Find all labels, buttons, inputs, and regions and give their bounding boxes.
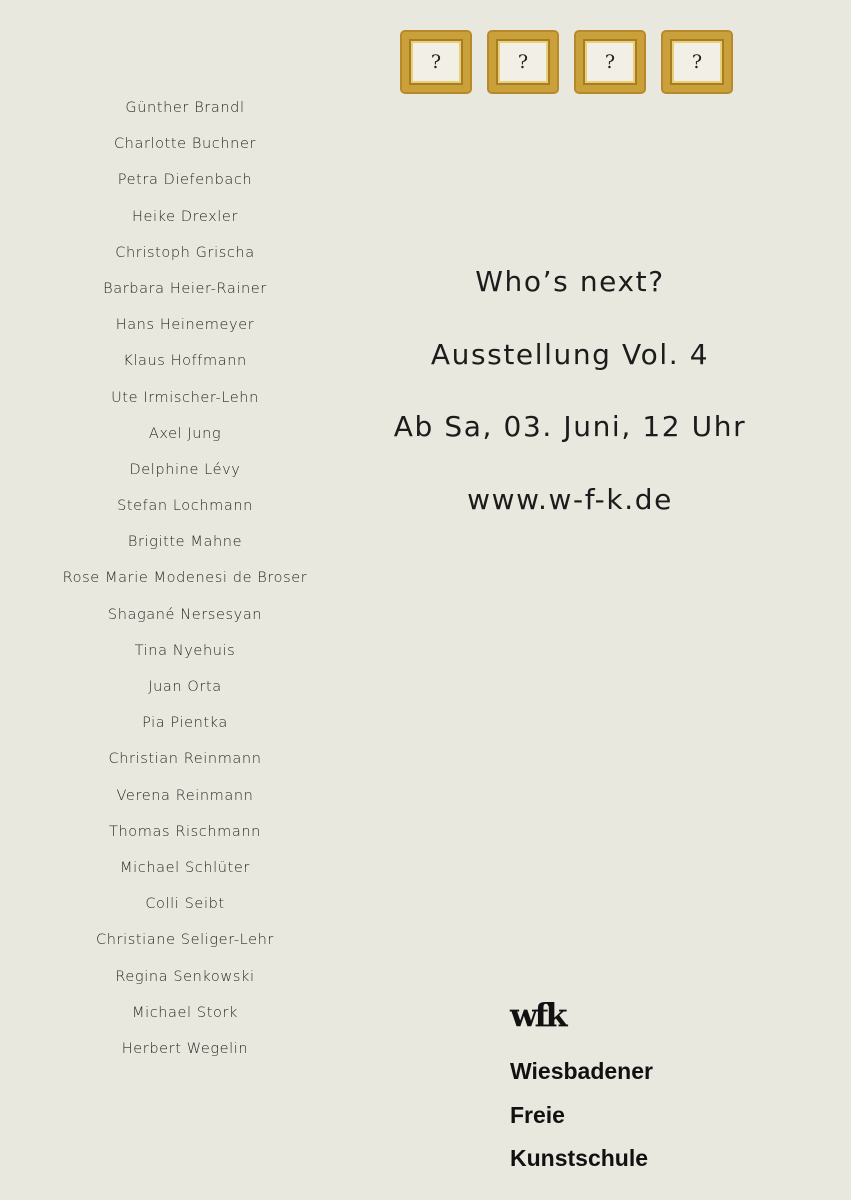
artist-name: Herbert Wegelin: [121, 1040, 249, 1057]
picture-frame: [489, 32, 557, 92]
exhibition-info: [370, 260, 770, 551]
website-link[interactable]: www.w-f-k.de: [467, 483, 673, 517]
question-mark: ?: [604, 51, 616, 73]
artist-name: Shagané Nersesyan: [107, 606, 263, 623]
artist-name: Ute Irmischer-Lehn: [111, 389, 259, 406]
exhibition-date: Ab Sa, 03. Juni, 12 Uhr: [393, 410, 747, 444]
artist-name: Barbara Heier-Rainer: [103, 280, 267, 297]
artist-name: Delphine Lévy: [129, 461, 241, 478]
organization-name: [510, 1050, 653, 1181]
exhibition-title: Ausstellung Vol. 4: [430, 337, 710, 371]
org-line: Wiesbadener: [510, 1058, 653, 1084]
wfk-logo: wfk: [510, 996, 565, 1034]
artist-name: Colli Seibt: [145, 896, 225, 913]
artist-name: Brigitte Mahne: [127, 534, 243, 551]
artist-name: Klaus Hoffmann: [123, 353, 247, 370]
picture-frames: [402, 32, 731, 92]
artist-list: [20, 98, 350, 1075]
artist-name: Charlotte Buchner: [113, 136, 257, 153]
artist-name: Hans Heinemeyer: [115, 317, 255, 334]
artist-name: Heike Drexler: [131, 208, 239, 225]
question-mark: ?: [691, 51, 703, 73]
artist-name: Verena Reinmann: [116, 787, 254, 804]
artist-name: Regina Senkowski: [115, 968, 255, 985]
picture-frame: [663, 32, 731, 92]
artist-name: Stefan Lochmann: [117, 498, 253, 515]
artist-name: Christoph Grischa: [115, 244, 255, 261]
question-mark: ?: [517, 51, 529, 73]
artist-name: Tina Nyehuis: [134, 642, 236, 659]
artist-name: Günther Brandl: [125, 100, 245, 116]
picture-frame: [402, 32, 470, 92]
artist-name: Michael Stork: [131, 1004, 239, 1021]
artist-name: Juan Orta: [148, 679, 222, 695]
artist-name: Michael Schlüter: [120, 859, 250, 876]
artist-name: Rose Marie Modenesi de Broser: [62, 570, 308, 587]
question-mark: ?: [430, 51, 442, 73]
artist-name: Petra Diefenbach: [117, 172, 253, 189]
artist-name: Christian Reinmann: [108, 751, 262, 768]
artist-name: Axel Jung: [148, 425, 222, 442]
picture-frame: [576, 32, 644, 92]
artist-name: Thomas Rischmann: [109, 823, 261, 840]
org-line: Freie: [510, 1101, 565, 1128]
headline: Who’s next?: [475, 265, 665, 298]
org-line: Kunstschule: [510, 1145, 649, 1171]
artist-name: Christiane Seliger-Lehr: [96, 932, 274, 949]
artist-name: Pia Pientka: [142, 715, 228, 732]
